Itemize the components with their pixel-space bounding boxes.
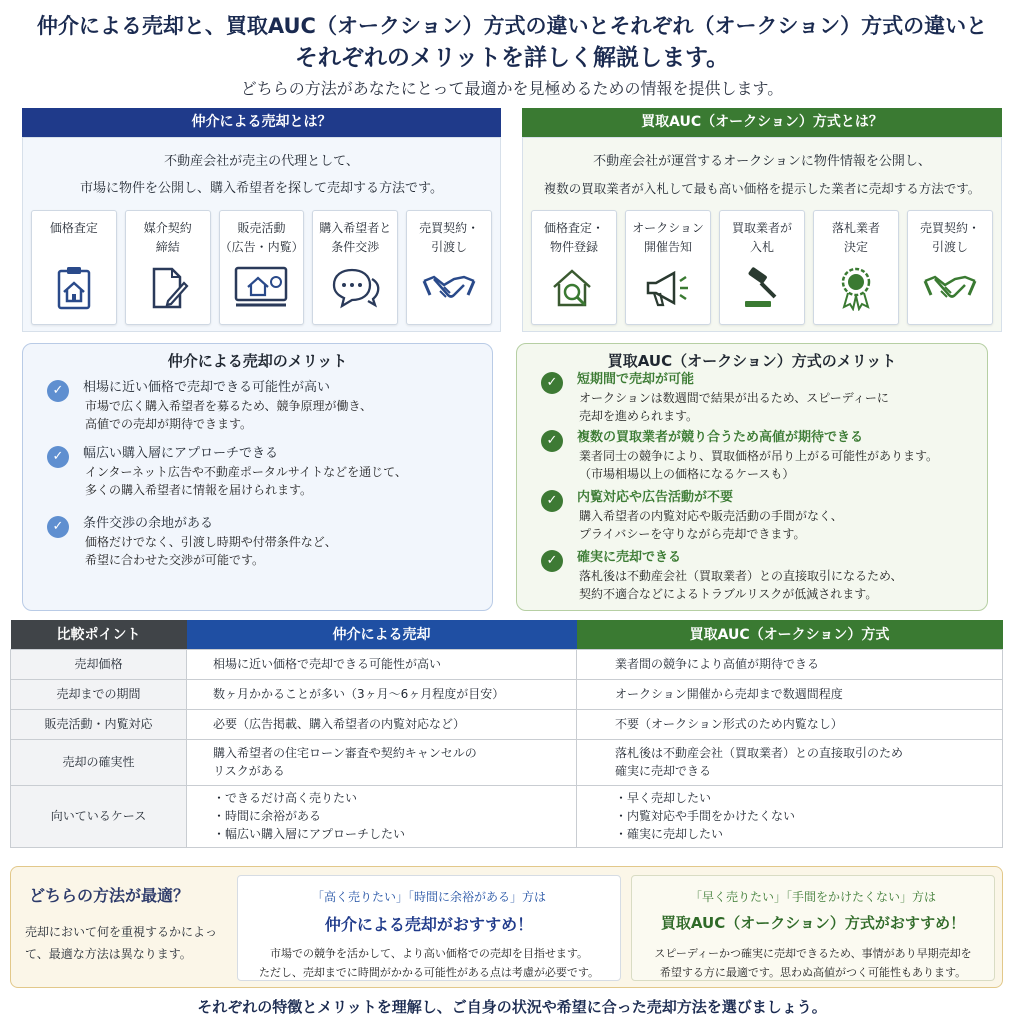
row-header: 向いているケース: [11, 785, 187, 847]
chat-bubbles-icon: [328, 265, 382, 311]
merit-heading: 相場に近い価格で売却できる可能性が高い: [83, 380, 331, 395]
column-header: 比較ポイント: [11, 620, 187, 649]
merit-description: 落札後は不動産会社（買取業者）との直接取引になるため、 契約不適合などによるトラブルリスクが低減されます。: [579, 569, 903, 601]
step-label: 販売活動 （広告・内覧）: [219, 221, 304, 254]
page-subtitle: どちらの方法があなたにとって最適かを見極めるための情報を提供します。: [240, 79, 784, 98]
check-icon: ✓: [541, 430, 563, 452]
monitor-house-icon: [232, 265, 290, 311]
column-header: 買取AUC（オークション）方式: [577, 620, 1003, 649]
step-label: 売買契約・ 引渡し: [419, 221, 480, 254]
step-label: オークション 開催告知: [632, 221, 704, 254]
rec-headline: 買取AUC（オークション）方式がおすすめ！: [660, 914, 966, 932]
auction-step: [531, 210, 617, 325]
check-icon: ✓: [541, 372, 563, 394]
step-label: 媒介契約 締結: [143, 221, 192, 254]
merit-description: 市場で広く購入希望者を募るため、競争原理が働き、 高値での売却が期待できます。: [85, 399, 373, 431]
brokerage-cell: 必要（広告掲載、購入希望者の内覧対応など）: [187, 709, 577, 739]
table-row: [11, 739, 1003, 785]
megaphone-icon: [642, 265, 694, 311]
check-icon: ✓: [47, 380, 69, 402]
auction-step: [719, 210, 805, 325]
table-row: [11, 709, 1003, 739]
step-label: 価格査定・ 物件登録: [543, 221, 604, 254]
contract-pen-icon: [146, 265, 190, 311]
auction-recommendation-card: [631, 875, 995, 981]
page-title: [0, 10, 1024, 74]
brokerage-desc-line2: 市場に物件を公開し、購入希望者を探して売却する方法です。: [80, 181, 443, 196]
rec-condition: 「高く売りたい」「時間に余裕がある」方は: [311, 890, 546, 904]
merit-description: オークションは数週間で結果が出るため、スピーディーに 売却を進められます。: [579, 391, 889, 423]
auction-step: [907, 210, 993, 325]
auction-description: [523, 148, 1001, 202]
brokerage-step: [31, 210, 117, 325]
step-label: 落札業者 決定: [831, 221, 880, 254]
brokerage-cell: 購入希望者の住宅ローン審査や契約キャンセルの リスクがある: [187, 739, 577, 785]
column-header: 仲介による売却: [187, 620, 577, 649]
comparison-table: [10, 620, 1003, 848]
auction-merits-title: 買取AUC（オークション）方式のメリット: [607, 352, 897, 370]
auction-cell: 業者間の競争により高値が期待できる: [577, 649, 1003, 679]
brokerage-cell: 数ヶ月かかることが多い（3ヶ月〜6ヶ月程度が目安）: [187, 679, 577, 709]
merit-description: インターネット広告や不動産ポータルサイトなどを通じて、 多くの購入希望者に情報を届けられます。: [85, 465, 407, 497]
auction-cell: 不要（オークション形式のため内覧なし）: [577, 709, 1003, 739]
page-title-line2: それぞれのメリットを詳しく解説します。: [294, 45, 730, 71]
auction-cell: オークション開催から売却まで数週間程度: [577, 679, 1003, 709]
rec-description: スピーディーかつ確実に売却できるため、事情があり早期売却を 希望する方に最適です。思わぬ高値がつく可能性もあります。: [654, 947, 972, 979]
row-header: 売却価格: [11, 649, 187, 679]
auction-cell: ・早く売却したい ・内覧対応や手間をかけたくない ・確実に売却したい: [577, 785, 1003, 847]
brokerage-description: [23, 148, 500, 202]
auction-merits-box: [516, 343, 988, 611]
page-title-line1: 仲介による売却と、買取AUC（オークション）方式の違いとそれぞれ（オークション）方式の違いと: [36, 14, 988, 38]
merit-description: 価格だけでなく、引渡し時期や付帯条件など、 希望に合わせた交渉が可能です。: [85, 535, 337, 567]
brokerage-step: [219, 210, 305, 325]
auction-desc-line1: 不動産会社が運営するオークションに物件情報を公開し、: [593, 154, 931, 169]
row-header: 売却までの期間: [11, 679, 187, 709]
brokerage-step: [406, 210, 492, 325]
row-header: 販売活動・内覧対応: [11, 709, 187, 739]
merit-heading: 短期間で売却が可能: [577, 372, 695, 387]
brokerage-step: [125, 210, 211, 325]
award-ribbon-icon: [834, 265, 878, 311]
merit-heading: 内覧対応や広告活動が不要: [577, 490, 734, 505]
brokerage-cell: 相場に近い価格で売却できる可能性が高い: [187, 649, 577, 679]
table-row: [11, 679, 1003, 709]
row-header: 売却の確実性: [11, 739, 187, 785]
brokerage-cell: ・できるだけ高く売りたい ・時間に余裕がある ・幅広い購入層にアプローチしたい: [187, 785, 577, 847]
brokerage-section: [22, 137, 501, 332]
recommendation-box: [10, 866, 1003, 988]
auction-step: [625, 210, 711, 325]
auction-cell: 落札後は不動産会社（買取業者）との直接取引のため 確実に売却できる: [577, 739, 1003, 785]
rec-description: 市場での競争を活かして、より高い価格での売却を目指せます。 ただし、売却までに時間がかかる可能性がある点は考慮が必要です。: [258, 947, 600, 979]
rec-condition: 「早く売りたい」「手間をかけたくない」方は: [689, 890, 936, 904]
step-label: 購入希望者と 条件交渉: [319, 221, 392, 254]
check-icon: ✓: [47, 516, 69, 538]
merit-heading: 条件交渉の余地がある: [83, 516, 214, 531]
step-label: 価格査定: [49, 221, 98, 235]
auction-steps: [531, 210, 993, 325]
step-label: 売買契約・ 引渡し: [919, 221, 980, 254]
brokerage-section-heading: 仲介による売却とは？: [22, 108, 501, 137]
auction-desc-line2: 複数の買取業者が入札して最も高い価格を提示した業者に売却する方法です。: [543, 181, 981, 196]
check-icon: ✓: [541, 550, 563, 572]
merit-description: 購入希望者の内覧対応や販売活動の手間がなく、 プライバシーを守りながら売却できます。: [579, 509, 843, 541]
brokerage-step: [312, 210, 398, 325]
brokerage-desc-line1: 不動産会社が売主の代理として、: [164, 154, 359, 169]
clipboard-house-icon: [52, 265, 96, 311]
handshake-icon: [921, 265, 979, 311]
closing-message: それぞれの特徴とメリットを理解し、ご自身の状況や希望に合った売却方法を選びましょう。: [197, 998, 827, 1016]
recommendation-question: どちらの方法が最適？: [29, 886, 190, 905]
step-label: 買取業者が 入札: [731, 221, 792, 254]
table-row: [11, 785, 1003, 847]
check-icon: ✓: [541, 490, 563, 512]
rec-headline: 仲介による売却がおすすめ！: [324, 915, 534, 934]
merit-heading: 確実に売却できる: [577, 550, 682, 565]
brokerage-merits-box: [22, 343, 493, 611]
gavel-icon: [737, 265, 787, 311]
auction-section: [522, 137, 1002, 332]
auction-step: [813, 210, 899, 325]
recommendation-question-desc: 売却において何を重視するかによっ て、最適な方法は異なります。: [25, 925, 218, 961]
table-header-row: [11, 620, 1003, 649]
table-row: [11, 649, 1003, 679]
brokerage-merits-title: 仲介による売却のメリット: [167, 352, 348, 370]
handshake-icon: [420, 265, 478, 311]
merit-heading: 幅広い購入層にアプローチできる: [83, 446, 279, 461]
brokerage-recommendation-card: [237, 875, 621, 981]
check-icon: ✓: [47, 446, 69, 468]
brokerage-steps: [31, 210, 492, 325]
merit-description: 業者同士の競争により、買取価格が吊り上がる可能性があります。 （市場相場以上の価格になるケースも）: [579, 449, 939, 481]
auction-section-heading: 買取AUC（オークション）方式とは？: [522, 108, 1002, 137]
merit-heading: 複数の買取業者が競り合うため高値が期待できる: [577, 430, 864, 445]
house-magnifier-icon: [550, 265, 598, 311]
